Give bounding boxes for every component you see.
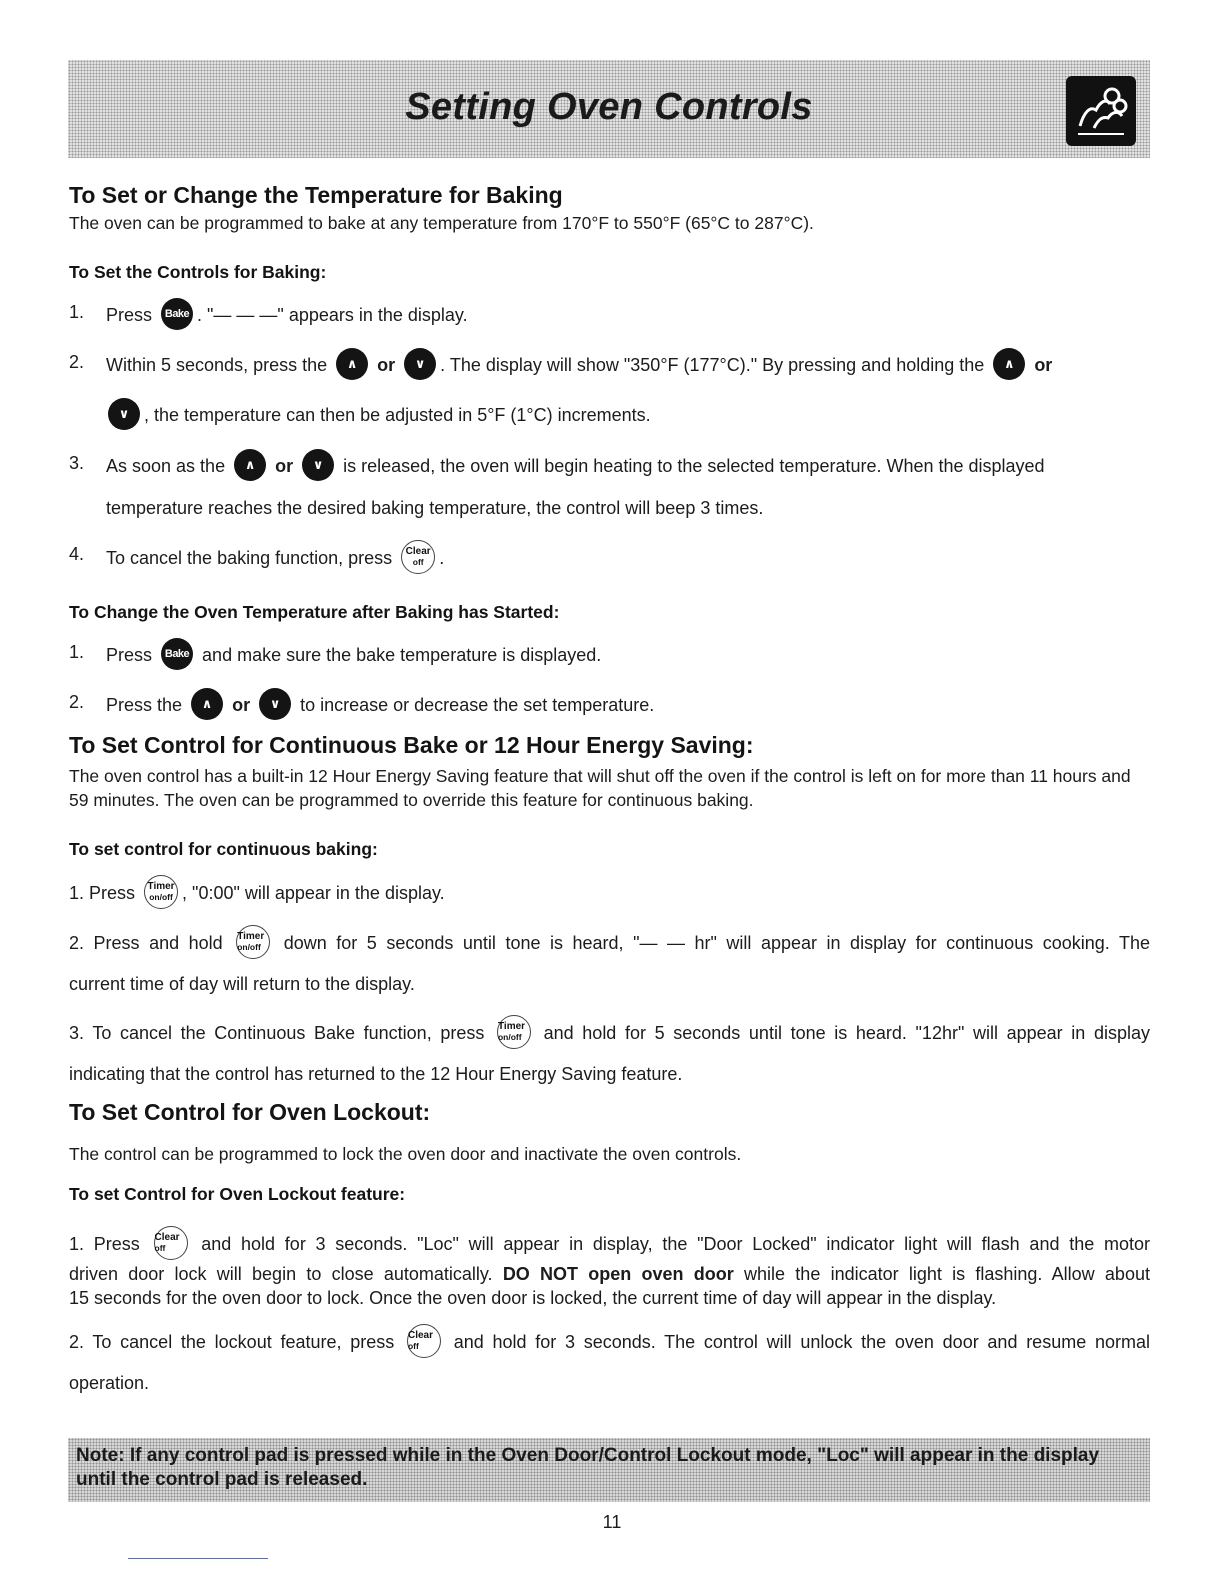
- step-text: , the temperature can then be adjusted in 5°F (1°C) increments.: [144, 404, 651, 425]
- down-arrow-button-icon: ∨: [302, 449, 334, 481]
- step-set-1: [106, 300, 468, 332]
- section-heading-lockout: To Set Control for Oven Lockout:: [69, 1099, 431, 1125]
- section-heading-baking: To Set or Change the Temperature for Baking: [69, 182, 563, 208]
- timer-label: Timer: [497, 1021, 526, 1032]
- or-text: or: [232, 694, 251, 715]
- step-text: . "— — —" appears in the display.: [197, 304, 468, 325]
- footer-rule: [128, 1558, 268, 1559]
- step-text: Within 5 seconds, press the: [106, 354, 328, 375]
- step-text: 1. Press: [69, 1233, 140, 1254]
- or-text: or: [377, 354, 396, 375]
- up-arrow-button-icon: ∧: [336, 348, 368, 380]
- or-text: or: [275, 455, 294, 476]
- step-set-4: [106, 542, 444, 576]
- step-lockout-1-cont2: 15 seconds for the oven door to lock. Once the oven door is locked, the current time of day will appear in the display.: [69, 1288, 997, 1308]
- section-heading-continuous: To Set Control for Continuous Bake or 12 Hour Energy Saving:: [69, 732, 754, 758]
- bake-button-icon: Bake: [161, 298, 193, 330]
- step-text: 2. To cancel the lockout feature, press: [69, 1331, 395, 1352]
- step-change-1: [106, 640, 601, 672]
- step-lockout-1: [69, 1228, 1150, 1262]
- step-text: , "0:00" will appear in the display.: [182, 882, 445, 903]
- step-continuous-3: [69, 1017, 1150, 1051]
- step-text: and hold for 5 seconds until tone is heard. "12hr" will appear in display: [543, 1022, 1150, 1043]
- step-text: is released, the oven will begin heating to the selected temperature. When the displayed: [343, 455, 1045, 476]
- timer-button-icon: [497, 1015, 531, 1049]
- down-arrow-button-icon: ∨: [404, 348, 436, 380]
- step-continuous-1: [69, 877, 445, 911]
- step-text: down for 5 seconds until tone is heard, "— — hr" will appear in display for continuous cooking. The: [283, 932, 1150, 953]
- step-lockout-2: [69, 1326, 1150, 1360]
- step-number: 3.: [69, 453, 85, 473]
- on-off-label: on/off: [497, 1032, 522, 1042]
- section-intro-baking: The oven can be programmed to bake at any temperature from 170°F to 550°F (65°C to 287°C).: [69, 213, 814, 233]
- up-arrow-button-icon: ∧: [191, 688, 223, 720]
- step-text: to increase or decrease the set temperature.: [300, 694, 655, 715]
- step-text: To cancel the baking function, press: [106, 547, 393, 568]
- up-arrow-button-icon: ∧: [993, 348, 1025, 380]
- clear-off-button-icon: [407, 1324, 441, 1358]
- step-number: 2.: [69, 692, 85, 712]
- subheading-change-temp: To Change the Oven Temperature after Baking has Started:: [69, 602, 560, 622]
- bake-button-icon: Bake: [161, 638, 193, 670]
- step-number: 2.: [69, 352, 85, 372]
- step-text: Press: [106, 304, 153, 325]
- step-number: 1.: [69, 302, 85, 322]
- subheading-set-controls: To Set the Controls for Baking:: [69, 262, 327, 282]
- timer-button-icon: [144, 875, 178, 909]
- step-set-3-cont: temperature reaches the desired baking temperature, the control will beep 3 times.: [106, 498, 764, 518]
- step-number: 1.: [69, 642, 85, 662]
- step-text: . The display will show "350°F (177°C)." By pressing and holding the: [440, 354, 985, 375]
- timer-button-icon: [236, 925, 270, 959]
- clear-label: Clear: [407, 1330, 433, 1341]
- header-banner: [68, 60, 1150, 158]
- step-text: As soon as the: [106, 455, 226, 476]
- warning-text: DO NOT open oven door: [502, 1264, 734, 1284]
- up-arrow-button-icon: ∧: [234, 449, 266, 481]
- step-text: and hold for 3 seconds. "Loc" will appear in display, the "Door Locked" indicator light will flash and the motor: [201, 1233, 1150, 1254]
- section-intro-lockout: The control can be programmed to lock the oven door and inactivate the oven controls.: [69, 1144, 742, 1164]
- step-text: 1. Press: [69, 882, 136, 903]
- timer-label: Timer: [237, 931, 265, 942]
- clear-off-button-icon: [401, 540, 435, 574]
- step-set-2-cont: [104, 400, 651, 432]
- off-label: off: [154, 1243, 166, 1253]
- page-number: 11: [602, 1512, 622, 1532]
- or-text: or: [1034, 354, 1053, 375]
- step-number: 4.: [69, 544, 85, 564]
- on-off-label: on/off: [149, 892, 173, 902]
- clear-label: Clear: [154, 1232, 180, 1243]
- subheading-continuous: To set control for continuous baking:: [69, 839, 378, 859]
- off-label: off: [412, 557, 424, 567]
- step-text: and hold for 3 seconds. The control will unlock the oven door and resume normal: [453, 1331, 1150, 1352]
- step-set-3: [106, 451, 1045, 483]
- step-lockout-1-cont: [69, 1262, 1150, 1286]
- step-set-2: [106, 350, 1052, 382]
- step-text: 3. To cancel the Continuous Bake function, press: [69, 1022, 485, 1043]
- section-intro-continuous: The oven control has a built-in 12 Hour Energy Saving feature that will shut off the oven if the control is left on for more than 11 hours and 59 minutes. The oven can be programmed to override this feature for continuous baking.: [69, 766, 1131, 810]
- step-continuous-2: [69, 927, 1150, 961]
- step-text: while the indicator light is flashing. Allow about: [744, 1264, 1150, 1284]
- timer-label: Timer: [147, 881, 175, 892]
- page-title: Setting Oven Controls: [405, 86, 813, 128]
- step-text: and make sure the bake temperature is displayed.: [202, 644, 602, 665]
- step-text: driven door lock will begin to close automatically.: [69, 1264, 493, 1284]
- step-text: 2. Press and hold: [69, 932, 223, 953]
- step-continuous-3-cont: indicating that the control has returned to the 12 Hour Energy Saving feature.: [69, 1064, 683, 1084]
- on-off-label: on/off: [237, 942, 261, 952]
- note-banner: Note: If any control pad is pressed while in the Oven Door/Control Lockout mode, "Loc" will appear in the display until the control pad is released.: [68, 1438, 1150, 1502]
- step-continuous-2-cont: current time of day will return to the display.: [69, 974, 415, 994]
- step-lockout-2-cont: operation.: [69, 1373, 150, 1393]
- step-text: .: [439, 547, 445, 568]
- down-arrow-button-icon: ∨: [259, 688, 291, 720]
- step-text: Press: [106, 644, 153, 665]
- clear-off-button-icon: [154, 1226, 188, 1260]
- step-text: Press the: [106, 694, 183, 715]
- down-arrow-button-icon: ∨: [108, 398, 140, 430]
- step-change-2: [106, 690, 654, 722]
- off-label: off: [407, 1341, 419, 1351]
- subheading-lockout: To set Control for Oven Lockout feature:: [69, 1184, 406, 1204]
- chef-hands-icon: [1066, 76, 1136, 146]
- clear-label: Clear: [405, 546, 431, 557]
